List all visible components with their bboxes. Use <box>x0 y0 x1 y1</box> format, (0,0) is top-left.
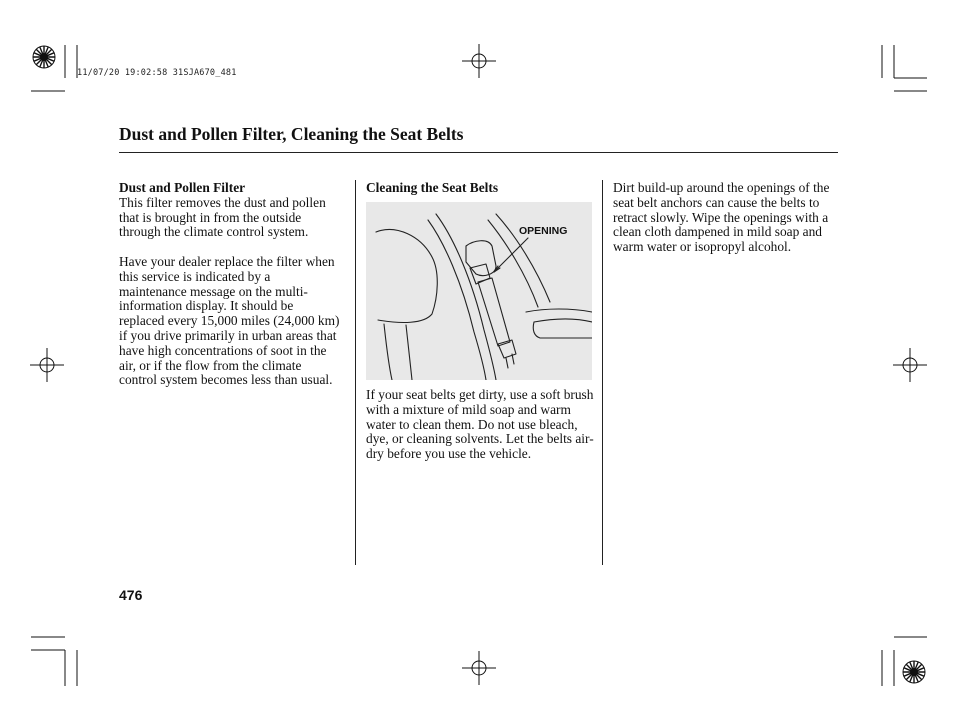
registration-mark-top <box>462 44 496 78</box>
seat-belt-anchor-instructions: Dirt build-up around the openings of the seat belt anchors can cause the belts to retract slowly. Wipe the openings with a clean cloth dampened in mild soap and warm water or isopropyl alcohol. <box>613 180 830 255</box>
column-right <box>613 181 839 255</box>
print-timestamp: 11/07/20 19:02:58 31SJA670_481 <box>77 68 237 78</box>
starburst-mark-top-left <box>33 46 55 68</box>
registration-mark-left <box>30 348 64 382</box>
figure-callout-opening: OPENING <box>519 225 568 237</box>
column-middle-body <box>366 388 594 462</box>
seat-belt-cleaning-instructions: If your seat belts get dirty, use a soft brush with a mixture of mild soap and warm water to clean them. Do not use bleach, dye, or cleaning solvents. Let the belts air-dry before you use the vehicle. <box>366 387 594 462</box>
page-number: 476 <box>119 587 143 603</box>
page-title: Dust and Pollen Filter, Cleaning the Seat Belts <box>119 124 464 144</box>
title-divider <box>119 152 838 153</box>
dust-filter-intro: This filter removes the dust and pollen that is brought in from the outside through the climate control system. <box>119 194 326 240</box>
section-heading-seat-belts: Cleaning the Seat Belts <box>366 180 499 195</box>
section-heading-dust-filter: Dust and Pollen Filter <box>119 180 246 195</box>
starburst-mark-bottom-right <box>903 661 925 683</box>
registration-mark-right <box>893 348 927 382</box>
dust-filter-replacement: Have your dealer replace the filter when this service is indicated by a maintenance message on the multi-information display. It should be replaced every 15,000 miles (24,000 km) if you drive primarily in urban areas that have high concentrations of soot in the air, or if the flow from the climate control system becomes less than usual. <box>119 253 340 388</box>
column-divider-right <box>602 180 603 565</box>
registration-mark-bottom <box>462 651 496 685</box>
column-middle-heading <box>366 181 594 196</box>
column-divider-left <box>355 180 356 565</box>
column-left <box>119 181 341 388</box>
